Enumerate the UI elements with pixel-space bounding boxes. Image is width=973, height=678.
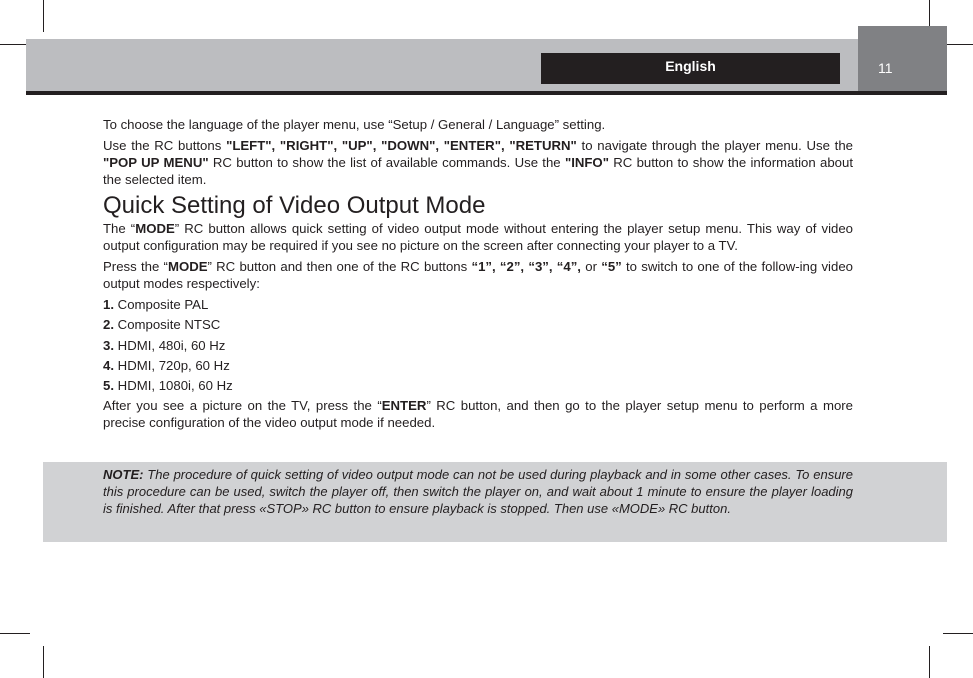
text-run: to navigate through the player menu. Use the xyxy=(576,138,853,153)
intro-paragraph-navigation xyxy=(103,137,853,188)
note-label: NOTE: xyxy=(103,467,144,482)
list-item-label: HDMI, 1080i, 60 Hz xyxy=(114,378,233,394)
text-run: ” RC button, and then go to the player setup menu to perform a more precise configuration of the video output mode if needed. xyxy=(103,398,854,431)
list-item xyxy=(103,296,853,313)
list-item-number: 2. xyxy=(103,317,114,333)
text-run: RC button to show the information about the selected item. xyxy=(103,155,853,187)
text-run: Use the RC buttons xyxy=(103,138,227,153)
header-rule xyxy=(26,91,947,95)
popup-menu-button-text: "POP UP MENU" xyxy=(103,155,209,170)
text-run: ” RC button allows quick setting of video output mode without entering the player setup menu. This way of video output configuration may be required if you see no picture on the screen after connecting your player to a TV. xyxy=(103,221,854,253)
text-run: The “ xyxy=(103,221,136,236)
nav-buttons-text: "LEFT", "RIGHT", "UP", "DOWN", "ENTER", "RETURN" xyxy=(226,138,577,153)
text-run: After you see a picture on the TV, press the “ xyxy=(103,398,382,414)
list-item-number: 1. xyxy=(103,297,114,312)
list-item-number: 5. xyxy=(103,378,114,394)
crop-mark xyxy=(43,646,44,678)
list-item-number: 4. xyxy=(103,357,114,373)
list-item xyxy=(103,357,853,374)
list-item-label: Composite PAL xyxy=(114,297,209,312)
text-run: or xyxy=(580,259,602,274)
list-item xyxy=(103,377,853,394)
text-run: to switch to one of the follow-ing video output modes respectively: xyxy=(103,259,853,291)
crop-mark xyxy=(43,0,44,32)
crop-mark xyxy=(943,44,973,45)
number-button-5-text: “5” xyxy=(601,259,622,274)
mode-paragraph xyxy=(103,220,853,254)
mode-button-text: MODE xyxy=(167,259,208,274)
mode-button-text: MODE xyxy=(135,221,175,236)
note-text xyxy=(103,466,853,517)
page-content xyxy=(103,116,853,435)
enter-paragraph xyxy=(103,397,853,431)
enter-button-text: ENTER xyxy=(381,398,427,414)
list-item-label: Composite NTSC xyxy=(114,317,221,333)
note-body: The procedure of quick setting of video output mode can not be used during playback and in some other cases. To ensure this procedure can be used, switch the player off, then switch the player on, and wait about 1 minute to ensure the player loading is finished. After that press «STOP» RC button to ensure playback is stopped. Then use «MODE» RC button. xyxy=(103,467,853,516)
number-buttons-text: “1”, “2”, “3”, “4”, xyxy=(471,259,581,274)
info-button-text: "INFO" xyxy=(564,155,609,170)
list-item-label: HDMI, 480i, 60 Hz xyxy=(114,337,226,353)
text-run: Press the “ xyxy=(103,259,168,274)
page-number: 11 xyxy=(878,60,893,76)
language-text: English xyxy=(665,58,716,74)
text-run: RC button to show the list of available commands. Use the xyxy=(208,155,565,170)
press-mode-paragraph xyxy=(103,258,853,292)
page-number-tab xyxy=(858,26,947,91)
section-title: Quick Setting of Video Output Mode xyxy=(103,192,486,219)
crop-mark xyxy=(0,633,30,634)
list-item-label: HDMI, 720p, 60 Hz xyxy=(114,357,230,373)
crop-mark xyxy=(929,646,930,678)
language-label xyxy=(541,53,840,84)
text-run: ” RC button and then one of the RC buttons xyxy=(207,259,472,274)
crop-mark xyxy=(943,633,973,634)
list-item xyxy=(103,316,853,333)
intro-paragraph-language: To choose the language of the player menu, use “Setup / General / Language” setting. xyxy=(103,117,606,132)
list-item xyxy=(103,337,853,354)
list-item-number: 3. xyxy=(103,337,114,353)
